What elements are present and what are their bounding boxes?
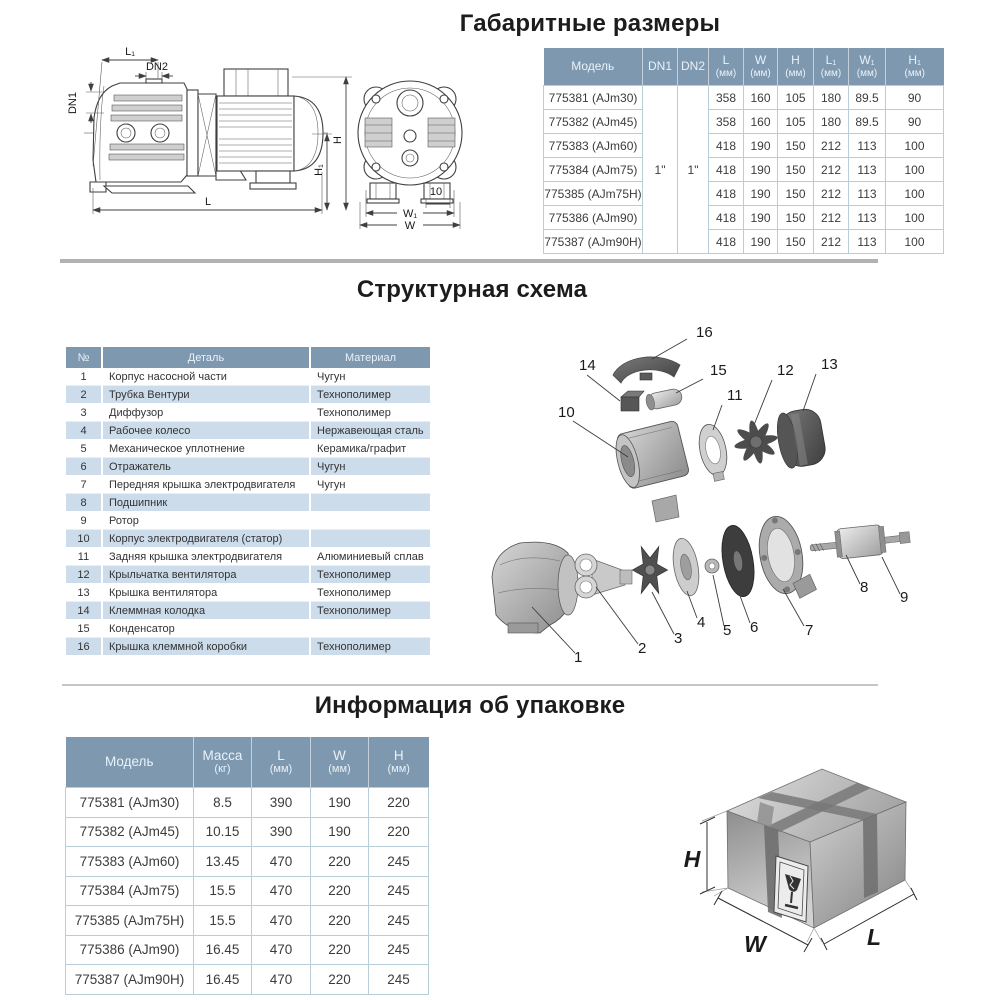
cell-part: Механическое уплотнение	[102, 440, 310, 458]
table-row	[66, 935, 429, 965]
col-header-l1: L₁ (мм)	[814, 48, 849, 86]
cell-h: 245	[369, 847, 429, 877]
callout-1: 1	[574, 649, 583, 666]
cell-w: 190	[744, 206, 778, 230]
cell-l: 418	[709, 134, 744, 158]
box-dim-w: W	[744, 931, 766, 957]
callout-14: 14	[579, 357, 596, 374]
cell-l: 418	[709, 206, 744, 230]
cell-material: Технополимер	[310, 638, 430, 656]
cell-part: Корпус насосной части	[102, 368, 310, 386]
cell-w1: 113	[849, 182, 886, 206]
cell-w1: 89.5	[849, 110, 886, 134]
callout-5: 5	[723, 622, 732, 639]
cell-w: 220	[311, 876, 369, 906]
pump-front-view	[358, 81, 462, 203]
cell-material: Чугун	[310, 476, 430, 494]
cell-dn1: 1"	[643, 86, 678, 254]
table-row	[66, 494, 430, 512]
cell-mass: 15.5	[194, 906, 252, 936]
cell-mass: 10.15	[194, 817, 252, 847]
dim-label-dn1: DN1	[67, 91, 79, 115]
cell-l: 358	[709, 86, 744, 110]
dim-label-l: L	[204, 196, 212, 208]
box-dim-l: L	[866, 924, 882, 950]
table-row	[544, 206, 944, 230]
cell-h: 150	[778, 134, 814, 158]
cell-model: 775387 (AJm90H)	[544, 230, 643, 254]
cell-h: 245	[369, 935, 429, 965]
dim-label-dn2: DN2	[145, 61, 169, 73]
table-row	[544, 110, 944, 134]
part-impeller	[632, 547, 667, 594]
cell-l1: 212	[814, 230, 849, 254]
cell-h: 220	[369, 788, 429, 818]
col-header-h: H (мм)	[369, 737, 429, 788]
cell-dn2: 1"	[678, 86, 709, 254]
col-header-h: H (мм)	[778, 48, 814, 86]
cell-h1: 90	[886, 86, 944, 110]
cell-part: Диффузор	[102, 404, 310, 422]
cell-part: Корпус электродвигателя (статор)	[102, 530, 310, 548]
cell-material	[310, 530, 430, 548]
cell-h: 245	[369, 965, 429, 995]
dim-label-h1: H₁	[313, 164, 325, 176]
cell-number: 15	[66, 620, 102, 638]
table-row	[66, 847, 429, 877]
callout-6: 6	[750, 619, 759, 636]
col-header-number: №	[66, 347, 102, 368]
cell-w1: 89.5	[849, 86, 886, 110]
cell-number: 5	[66, 440, 102, 458]
part-capacitor	[645, 388, 684, 411]
cell-number: 8	[66, 494, 102, 512]
col-header-dn2: DN2	[678, 48, 709, 86]
callout-leader-lines	[532, 339, 900, 653]
table-row	[544, 230, 944, 254]
section-divider	[60, 259, 878, 263]
box-dim-h: H	[683, 846, 701, 872]
cell-number: 3	[66, 404, 102, 422]
cell-l1: 180	[814, 86, 849, 110]
cell-w: 220	[311, 847, 369, 877]
cell-w: 220	[311, 906, 369, 936]
col-header-w1: W₁ (мм)	[849, 48, 886, 86]
cell-material: Технополимер	[310, 386, 430, 404]
cell-part: Крышка вентилятора	[102, 584, 310, 602]
cell-mass: 16.45	[194, 965, 252, 995]
col-header-model: Модель	[544, 48, 643, 86]
table-row	[544, 134, 944, 158]
table-row	[66, 548, 430, 566]
col-header-material: Материал	[310, 347, 430, 368]
cell-h: 245	[369, 906, 429, 936]
dim-label-w: W	[404, 220, 416, 232]
cell-w: 190	[744, 182, 778, 206]
cell-model: 775386 (AJm90)	[544, 206, 643, 230]
table-row	[66, 906, 429, 936]
table-row	[66, 386, 430, 404]
parts-table	[66, 347, 430, 656]
cell-model: 775385 (AJm75H)	[66, 906, 194, 936]
table-row	[66, 965, 429, 995]
cell-h: 245	[369, 876, 429, 906]
packaging-table	[65, 737, 429, 995]
callout-9: 9	[900, 589, 909, 606]
cell-material: Чугун	[310, 368, 430, 386]
callout-10: 10	[558, 404, 575, 421]
section-divider	[62, 684, 878, 686]
cell-number: 4	[66, 422, 102, 440]
dimensions-table-header-row	[544, 48, 944, 86]
table-row	[66, 638, 430, 656]
callout-3: 3	[674, 630, 683, 647]
cell-number: 1	[66, 368, 102, 386]
cell-part: Клеммная колодка	[102, 602, 310, 620]
cell-h1: 100	[886, 158, 944, 182]
dim-label-foot: 10	[429, 186, 443, 198]
dimensions-table	[543, 48, 944, 254]
table-row	[66, 620, 430, 638]
cell-h1: 100	[886, 206, 944, 230]
col-header-l: L (мм)	[709, 48, 744, 86]
cell-l: 418	[709, 182, 744, 206]
cell-mass: 8.5	[194, 788, 252, 818]
cell-part: Конденсатор	[102, 620, 310, 638]
cell-part: Крышка клеммной коробки	[102, 638, 310, 656]
part-vent-piece	[652, 495, 679, 522]
table-row	[66, 566, 430, 584]
cell-h1: 100	[886, 134, 944, 158]
cell-l1: 212	[814, 134, 849, 158]
parts-table-header-row	[66, 347, 430, 368]
part-diffuser-disc	[669, 536, 703, 597]
cell-h1: 100	[886, 182, 944, 206]
table-row	[66, 602, 430, 620]
cell-number: 10	[66, 530, 102, 548]
cell-material	[310, 620, 430, 638]
package-box-illustration	[650, 740, 1000, 1000]
cell-number: 7	[66, 476, 102, 494]
cell-part: Рабочее колесо	[102, 422, 310, 440]
callout-8: 8	[860, 579, 869, 596]
box-faces	[727, 769, 906, 928]
cell-l: 418	[709, 230, 744, 254]
part-mech-seal	[705, 559, 719, 573]
table-row	[66, 876, 429, 906]
cell-w: 190	[311, 817, 369, 847]
cell-material: Технополимер	[310, 602, 430, 620]
callout-numbers	[558, 324, 908, 666]
cell-material: Нержавеющая сталь	[310, 422, 430, 440]
cell-l: 470	[252, 876, 311, 906]
cell-l1: 180	[814, 110, 849, 134]
table-row	[66, 368, 430, 386]
cell-number: 14	[66, 602, 102, 620]
part-pump-housing	[492, 542, 578, 633]
callout-4: 4	[697, 614, 706, 631]
col-header-w: W (мм)	[311, 737, 369, 788]
pump-side-view	[84, 69, 330, 193]
table-row	[66, 584, 430, 602]
cell-w1: 113	[849, 134, 886, 158]
table-row	[66, 512, 430, 530]
col-header-dn1: DN1	[643, 48, 678, 86]
table-row	[66, 788, 429, 818]
cell-h: 150	[778, 230, 814, 254]
cell-number: 6	[66, 458, 102, 476]
cell-l: 390	[252, 788, 311, 818]
cell-h: 105	[778, 86, 814, 110]
cell-model: 775387 (AJm90H)	[66, 965, 194, 995]
cell-w1: 113	[849, 158, 886, 182]
cell-w: 220	[311, 935, 369, 965]
part-front-cover	[754, 512, 818, 604]
dim-label-l1: L₁	[125, 46, 135, 58]
cell-w: 190	[744, 158, 778, 182]
cell-l: 390	[252, 817, 311, 847]
col-header-l: L (мм)	[252, 737, 311, 788]
cell-part: Передняя крышка электродвигателя	[102, 476, 310, 494]
table-row	[66, 422, 430, 440]
cell-number: 11	[66, 548, 102, 566]
part-terminal-block	[621, 391, 644, 411]
part-deflector	[717, 523, 759, 599]
cell-l: 470	[252, 906, 311, 936]
cell-l: 470	[252, 847, 311, 877]
cell-l1: 212	[814, 158, 849, 182]
table-row	[66, 530, 430, 548]
cell-model: 775383 (AJm60)	[66, 847, 194, 877]
part-terminal-cover	[613, 357, 680, 383]
cell-h: 150	[778, 182, 814, 206]
part-fan	[730, 416, 782, 468]
exploded-diagram	[480, 315, 960, 680]
cell-w: 160	[744, 110, 778, 134]
table-row	[66, 476, 430, 494]
cell-part: Задняя крышка электродвигателя	[102, 548, 310, 566]
callout-11: 11	[727, 387, 743, 404]
cell-number: 12	[66, 566, 102, 584]
cell-h1: 100	[886, 230, 944, 254]
col-header-part: Деталь	[102, 347, 310, 368]
cell-model: 775384 (AJm75)	[544, 158, 643, 182]
cell-l1: 212	[814, 182, 849, 206]
cell-part: Крыльчатка вентилятора	[102, 566, 310, 584]
table-row	[66, 458, 430, 476]
cell-material: Технополимер	[310, 584, 430, 602]
fragile-label	[774, 856, 808, 922]
cell-mass: 13.45	[194, 847, 252, 877]
cell-w: 190	[744, 230, 778, 254]
cell-material: Технополимер	[310, 566, 430, 584]
cell-model: 775385 (AJm75H)	[544, 182, 643, 206]
cell-l: 470	[252, 965, 311, 995]
part-fan-cover	[774, 407, 828, 470]
part-stator-housing	[611, 420, 690, 491]
cell-number: 16	[66, 638, 102, 656]
cell-model: 775381 (AJm30)	[66, 788, 194, 818]
cell-part: Ротор	[102, 512, 310, 530]
section-title-dimensions: Габаритные размеры	[459, 10, 721, 37]
cell-model: 775382 (AJm45)	[66, 817, 194, 847]
cell-part: Отражатель	[102, 458, 310, 476]
col-header-model: Модель	[66, 737, 194, 788]
cell-model: 775386 (AJm90)	[66, 935, 194, 965]
packaging-table-header-row	[66, 737, 429, 788]
cell-model: 775382 (AJm45)	[544, 110, 643, 134]
cell-material: Керамика/графит	[310, 440, 430, 458]
cell-model: 775383 (AJm60)	[544, 134, 643, 158]
cell-h1: 90	[886, 110, 944, 134]
cell-w: 160	[744, 86, 778, 110]
cell-material: Чугун	[310, 458, 430, 476]
cell-material: Алюминиевый сплав	[310, 548, 430, 566]
part-venturi	[575, 554, 632, 598]
cell-part: Трубка Вентури	[102, 386, 310, 404]
cell-model: 775381 (AJm30)	[544, 86, 643, 110]
table-row	[66, 440, 430, 458]
cell-w: 220	[311, 965, 369, 995]
cell-w1: 113	[849, 206, 886, 230]
cell-l1: 212	[814, 206, 849, 230]
part-rear-shield	[695, 422, 732, 483]
cell-material: Технополимер	[310, 404, 430, 422]
table-row	[66, 404, 430, 422]
col-header-mass: Масса (кг)	[194, 737, 252, 788]
cell-mass: 16.45	[194, 935, 252, 965]
cell-material	[310, 494, 430, 512]
technical-drawing	[60, 40, 540, 250]
dim-label-h: H	[332, 136, 344, 144]
callout-16: 16	[696, 324, 713, 341]
table-row	[66, 817, 429, 847]
cell-part: Подшипник	[102, 494, 310, 512]
cell-w: 190	[311, 788, 369, 818]
callout-12: 12	[777, 362, 794, 379]
cell-mass: 15.5	[194, 876, 252, 906]
table-row	[544, 158, 944, 182]
cell-w1: 113	[849, 230, 886, 254]
cell-h: 220	[369, 817, 429, 847]
cell-l: 470	[252, 935, 311, 965]
section-title-packaging: Информация об упаковке	[314, 692, 626, 719]
cell-l: 358	[709, 110, 744, 134]
table-row	[544, 86, 944, 110]
cell-h: 150	[778, 206, 814, 230]
col-header-h1: H₁ (мм)	[886, 48, 944, 86]
cell-w: 190	[744, 134, 778, 158]
table-row	[544, 182, 944, 206]
callout-15: 15	[710, 362, 727, 379]
callout-7: 7	[805, 622, 814, 639]
col-header-w: W (мм)	[744, 48, 778, 86]
cell-h: 150	[778, 158, 814, 182]
dim-label-w1: W₁	[402, 208, 418, 220]
cell-h: 105	[778, 110, 814, 134]
callout-2: 2	[638, 640, 647, 657]
section-title-structure: Структурная схема	[356, 276, 588, 303]
cell-number: 2	[66, 386, 102, 404]
cell-model: 775384 (AJm75)	[66, 876, 194, 906]
cell-material	[310, 512, 430, 530]
cell-number: 9	[66, 512, 102, 530]
part-rotor-shaft	[809, 522, 912, 562]
callout-13: 13	[821, 356, 838, 373]
cell-l: 418	[709, 158, 744, 182]
cell-number: 13	[66, 584, 102, 602]
